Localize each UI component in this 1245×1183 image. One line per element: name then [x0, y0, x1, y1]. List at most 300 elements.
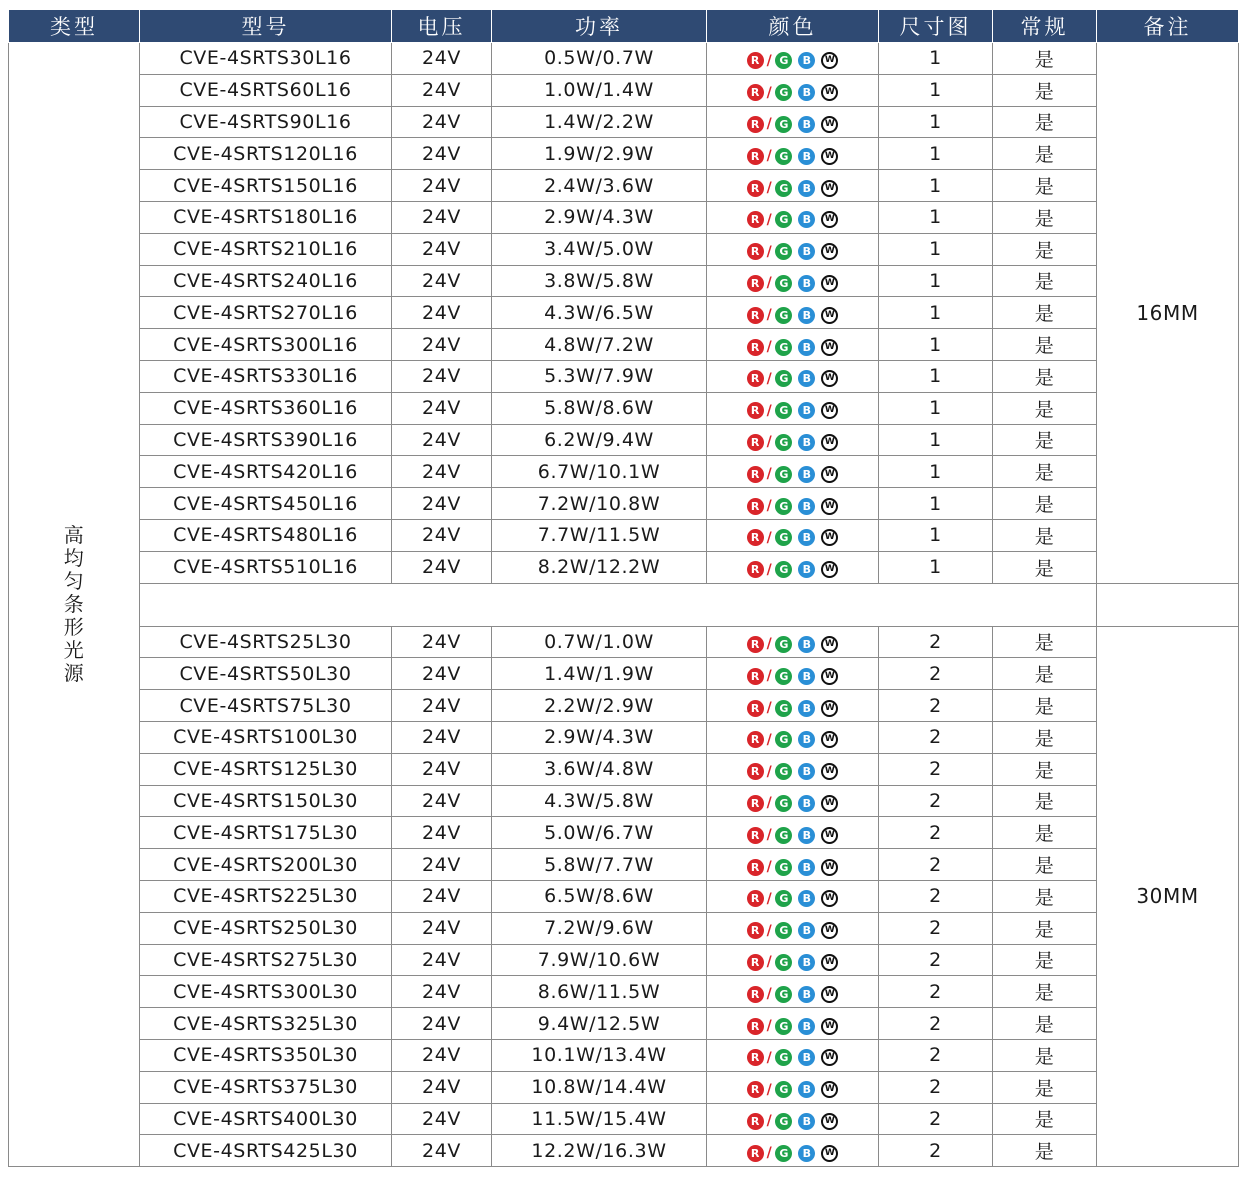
standard-cell: 是: [993, 456, 1097, 488]
drawing-cell: 1: [879, 392, 993, 424]
slash-separator: /: [766, 922, 773, 939]
red-r-icon: R: [747, 529, 764, 546]
blue-b-icon: B: [798, 859, 815, 876]
standard-cell: 是: [993, 1008, 1097, 1040]
color-badges: [747, 636, 839, 653]
drawing-cell: 1: [879, 106, 993, 138]
color-cell: [707, 551, 879, 583]
color-badges: [747, 890, 839, 907]
table-row: [9, 106, 1239, 138]
voltage-cell: 24V: [392, 43, 492, 75]
standard-cell: 是: [993, 106, 1097, 138]
standard-cell: 是: [993, 201, 1097, 233]
voltage-cell: 24V: [392, 201, 492, 233]
slash-separator: /: [766, 466, 773, 483]
white-w-icon: W: [821, 307, 838, 324]
blue-b-icon: B: [798, 795, 815, 812]
color-cell: [707, 265, 879, 297]
standard-cell: 是: [993, 424, 1097, 456]
blue-b-icon: B: [798, 1113, 815, 1130]
table-row: [9, 976, 1239, 1008]
standard-cell: 是: [993, 944, 1097, 976]
model-cell: CVE-4SRTS100L30: [140, 721, 392, 753]
color-cell: [707, 138, 879, 170]
model-cell: CVE-4SRTS25L30: [140, 626, 392, 658]
model-cell: CVE-4SRTS270L16: [140, 297, 392, 329]
blue-b-icon: B: [798, 1081, 815, 1098]
red-r-icon: R: [747, 561, 764, 578]
color-cell: [707, 690, 879, 722]
blue-b-icon: B: [798, 1049, 815, 1066]
color-badges: [747, 529, 839, 546]
green-g-icon: G: [775, 636, 792, 653]
color-cell: [707, 488, 879, 520]
slash-separator: /: [766, 211, 773, 228]
model-cell: CVE-4SRTS400L30: [140, 1103, 392, 1135]
table-row: [9, 658, 1239, 690]
drawing-cell: 2: [879, 1135, 993, 1167]
color-cell: [707, 424, 879, 456]
model-cell: CVE-4SRTS375L30: [140, 1071, 392, 1103]
standard-cell: 是: [993, 360, 1097, 392]
slash-separator: /: [766, 434, 773, 451]
white-w-icon: W: [821, 827, 838, 844]
voltage-cell: 24V: [392, 456, 492, 488]
red-r-icon: R: [747, 763, 764, 780]
power-cell: 12.2W/16.3W: [492, 1135, 707, 1167]
standard-cell: 是: [993, 392, 1097, 424]
color-badges: [747, 148, 839, 165]
power-cell: 3.6W/4.8W: [492, 753, 707, 785]
voltage-cell: 24V: [392, 912, 492, 944]
blue-b-icon: B: [798, 275, 815, 292]
voltage-cell: 24V: [392, 658, 492, 690]
color-cell: [707, 912, 879, 944]
red-r-icon: R: [747, 1113, 764, 1130]
green-g-icon: G: [775, 434, 792, 451]
voltage-cell: 24V: [392, 170, 492, 202]
drawing-cell: 1: [879, 265, 993, 297]
color-badges: [747, 763, 839, 780]
slash-separator: /: [766, 148, 773, 165]
green-g-icon: G: [775, 954, 792, 971]
white-w-icon: W: [821, 243, 838, 260]
drawing-cell: 2: [879, 944, 993, 976]
drawing-cell: 2: [879, 1039, 993, 1071]
red-r-icon: R: [747, 466, 764, 483]
header-row: [9, 10, 1239, 43]
drawing-cell: 2: [879, 658, 993, 690]
table-row: [9, 1135, 1239, 1167]
slash-separator: /: [766, 890, 773, 907]
red-r-icon: R: [747, 1145, 764, 1162]
note-cell: 16MM: [1097, 43, 1239, 584]
voltage-cell: 24V: [392, 519, 492, 551]
red-r-icon: R: [747, 731, 764, 748]
color-cell: [707, 976, 879, 1008]
blue-b-icon: B: [798, 52, 815, 69]
model-cell: CVE-4SRTS350L30: [140, 1039, 392, 1071]
header-standard: 常规: [993, 10, 1097, 43]
voltage-cell: 24V: [392, 329, 492, 361]
voltage-cell: 24V: [392, 690, 492, 722]
red-r-icon: R: [747, 211, 764, 228]
voltage-cell: 24V: [392, 233, 492, 265]
slash-separator: /: [766, 1145, 773, 1162]
blue-b-icon: B: [798, 307, 815, 324]
white-w-icon: W: [821, 275, 838, 292]
color-cell: [707, 392, 879, 424]
red-r-icon: R: [747, 180, 764, 197]
white-w-icon: W: [821, 954, 838, 971]
slash-separator: /: [766, 859, 773, 876]
drawing-cell: 1: [879, 329, 993, 361]
color-cell: [707, 1071, 879, 1103]
white-w-icon: W: [821, 1081, 838, 1098]
red-r-icon: R: [747, 636, 764, 653]
green-g-icon: G: [775, 700, 792, 717]
color-cell: [707, 849, 879, 881]
white-w-icon: W: [821, 52, 838, 69]
red-r-icon: R: [747, 986, 764, 1003]
color-cell: [707, 944, 879, 976]
table-row: [9, 753, 1239, 785]
standard-cell: 是: [993, 488, 1097, 520]
red-r-icon: R: [747, 402, 764, 419]
voltage-cell: 24V: [392, 1039, 492, 1071]
power-cell: 5.0W/6.7W: [492, 817, 707, 849]
header-color: 颜色: [707, 10, 879, 43]
drawing-cell: 1: [879, 297, 993, 329]
drawing-cell: 2: [879, 880, 993, 912]
slash-separator: /: [766, 498, 773, 515]
green-g-icon: G: [775, 52, 792, 69]
white-w-icon: W: [821, 370, 838, 387]
blue-b-icon: B: [798, 529, 815, 546]
white-w-icon: W: [821, 700, 838, 717]
standard-cell: 是: [993, 1039, 1097, 1071]
voltage-cell: 24V: [392, 626, 492, 658]
white-w-icon: W: [821, 339, 838, 356]
voltage-cell: 24V: [392, 817, 492, 849]
table-row: [9, 170, 1239, 202]
standard-cell: 是: [993, 817, 1097, 849]
white-w-icon: W: [821, 466, 838, 483]
model-cell: CVE-4SRTS275L30: [140, 944, 392, 976]
table-row: [9, 551, 1239, 583]
green-g-icon: G: [775, 1018, 792, 1035]
model-cell: CVE-4SRTS120L16: [140, 138, 392, 170]
power-cell: 1.4W/1.9W: [492, 658, 707, 690]
color-badges: [747, 339, 839, 356]
blue-b-icon: B: [798, 763, 815, 780]
blue-b-icon: B: [798, 636, 815, 653]
color-cell: [707, 170, 879, 202]
standard-cell: 是: [993, 551, 1097, 583]
color-cell: [707, 1135, 879, 1167]
drawing-cell: 2: [879, 753, 993, 785]
blue-b-icon: B: [798, 84, 815, 101]
drawing-cell: 1: [879, 138, 993, 170]
standard-cell: 是: [993, 849, 1097, 881]
header-drawing: 尺寸图: [879, 10, 993, 43]
white-w-icon: W: [821, 529, 838, 546]
model-cell: CVE-4SRTS75L30: [140, 690, 392, 722]
model-cell: CVE-4SRTS150L30: [140, 785, 392, 817]
table-row: [9, 912, 1239, 944]
slash-separator: /: [766, 1018, 773, 1034]
table-row: [9, 944, 1239, 976]
red-r-icon: R: [747, 668, 764, 685]
green-g-icon: G: [775, 243, 792, 260]
voltage-cell: 24V: [392, 880, 492, 912]
power-cell: 2.4W/3.6W: [492, 170, 707, 202]
standard-cell: 是: [993, 976, 1097, 1008]
slash-separator: /: [766, 370, 773, 387]
drawing-cell: 2: [879, 849, 993, 881]
type-cell: [9, 43, 140, 1167]
white-w-icon: W: [821, 1049, 838, 1066]
standard-cell: 是: [993, 43, 1097, 75]
voltage-cell: 24V: [392, 297, 492, 329]
drawing-cell: 1: [879, 424, 993, 456]
standard-cell: 是: [993, 74, 1097, 106]
color-cell: [707, 1039, 879, 1071]
slash-separator: /: [766, 1049, 773, 1066]
slash-separator: /: [766, 52, 773, 69]
table-row: [9, 392, 1239, 424]
white-w-icon: W: [821, 211, 838, 228]
blue-b-icon: B: [798, 890, 815, 907]
color-badges: [747, 859, 839, 876]
color-badges: [747, 1081, 839, 1098]
green-g-icon: G: [775, 148, 792, 165]
green-g-icon: G: [775, 1113, 792, 1130]
model-cell: CVE-4SRTS210L16: [140, 233, 392, 265]
red-r-icon: R: [747, 243, 764, 260]
power-cell: 5.8W/7.7W: [492, 849, 707, 881]
red-r-icon: R: [747, 859, 764, 876]
slash-separator: /: [766, 668, 773, 685]
power-cell: 9.4W/12.5W: [492, 1008, 707, 1040]
drawing-cell: 2: [879, 912, 993, 944]
color-cell: [707, 233, 879, 265]
green-g-icon: G: [775, 180, 792, 197]
standard-cell: 是: [993, 753, 1097, 785]
blue-b-icon: B: [798, 339, 815, 356]
standard-cell: 是: [993, 1103, 1097, 1135]
table-row: [9, 849, 1239, 881]
voltage-cell: 24V: [392, 785, 492, 817]
red-r-icon: R: [747, 370, 764, 387]
color-badges: [747, 307, 839, 324]
standard-cell: 是: [993, 912, 1097, 944]
color-badges: [747, 1049, 839, 1066]
power-cell: 11.5W/15.4W: [492, 1103, 707, 1135]
power-cell: 4.8W/7.2W: [492, 329, 707, 361]
color-badges: [747, 243, 839, 260]
table-row: [9, 626, 1239, 658]
table-row: [9, 1071, 1239, 1103]
power-cell: 10.8W/14.4W: [492, 1071, 707, 1103]
header-note: 备注: [1097, 10, 1239, 43]
standard-cell: 是: [993, 690, 1097, 722]
table-row: [9, 138, 1239, 170]
blue-b-icon: B: [798, 1145, 815, 1162]
table-row: [9, 233, 1239, 265]
standard-cell: 是: [993, 1071, 1097, 1103]
power-cell: 2.2W/2.9W: [492, 690, 707, 722]
blue-b-icon: B: [798, 116, 815, 133]
table-row: [9, 690, 1239, 722]
color-cell: [707, 753, 879, 785]
model-cell: CVE-4SRTS330L16: [140, 360, 392, 392]
voltage-cell: 24V: [392, 360, 492, 392]
green-g-icon: G: [775, 986, 792, 1003]
drawing-cell: 2: [879, 817, 993, 849]
drawing-cell: 2: [879, 785, 993, 817]
color-badges: [747, 827, 839, 844]
white-w-icon: W: [821, 434, 838, 451]
power-cell: 6.7W/10.1W: [492, 456, 707, 488]
voltage-cell: 24V: [392, 849, 492, 881]
power-cell: 0.5W/0.7W: [492, 43, 707, 75]
voltage-cell: 24V: [392, 424, 492, 456]
color-badges: [747, 1145, 839, 1162]
voltage-cell: 24V: [392, 265, 492, 297]
power-cell: 6.5W/8.6W: [492, 880, 707, 912]
power-cell: 3.8W/5.8W: [492, 265, 707, 297]
voltage-cell: 24V: [392, 976, 492, 1008]
green-g-icon: G: [775, 498, 792, 515]
model-cell: CVE-4SRTS125L30: [140, 753, 392, 785]
red-r-icon: R: [747, 116, 764, 133]
white-w-icon: W: [821, 636, 838, 653]
color-cell: [707, 626, 879, 658]
voltage-cell: 24V: [392, 74, 492, 106]
table-row: [9, 329, 1239, 361]
drawing-cell: 2: [879, 1008, 993, 1040]
standard-cell: 是: [993, 519, 1097, 551]
table-row: [9, 360, 1239, 392]
model-cell: CVE-4SRTS225L30: [140, 880, 392, 912]
drawing-cell: 1: [879, 233, 993, 265]
voltage-cell: 24V: [392, 721, 492, 753]
power-cell: 0.7W/1.0W: [492, 626, 707, 658]
power-cell: 7.2W/9.6W: [492, 912, 707, 944]
drawing-cell: 2: [879, 1103, 993, 1135]
model-cell: CVE-4SRTS390L16: [140, 424, 392, 456]
model-cell: CVE-4SRTS60L16: [140, 74, 392, 106]
green-g-icon: G: [775, 529, 792, 546]
model-cell: CVE-4SRTS420L16: [140, 456, 392, 488]
model-cell: CVE-4SRTS150L16: [140, 170, 392, 202]
model-cell: CVE-4SRTS50L30: [140, 658, 392, 690]
power-cell: 8.2W/12.2W: [492, 551, 707, 583]
table-row: [9, 721, 1239, 753]
power-cell: 7.7W/11.5W: [492, 519, 707, 551]
blue-b-icon: B: [798, 243, 815, 260]
red-r-icon: R: [747, 84, 764, 101]
red-r-icon: R: [747, 434, 764, 451]
model-cell: CVE-4SRTS180L16: [140, 201, 392, 233]
slash-separator: /: [766, 1113, 773, 1130]
slash-separator: /: [766, 275, 773, 292]
green-g-icon: G: [775, 339, 792, 356]
voltage-cell: 24V: [392, 1103, 492, 1135]
slash-separator: /: [766, 986, 773, 1003]
power-cell: 2.9W/4.3W: [492, 721, 707, 753]
table-row: [9, 201, 1239, 233]
green-g-icon: G: [775, 84, 792, 101]
blue-b-icon: B: [798, 731, 815, 748]
red-r-icon: R: [747, 795, 764, 812]
color-badges: [747, 922, 839, 939]
power-cell: 8.6W/11.5W: [492, 976, 707, 1008]
model-cell: CVE-4SRTS200L30: [140, 849, 392, 881]
color-badges: [747, 954, 839, 971]
color-badges: [747, 370, 839, 387]
white-w-icon: W: [821, 795, 838, 812]
slash-separator: /: [766, 529, 773, 546]
power-cell: 5.3W/7.9W: [492, 360, 707, 392]
table-row: [9, 1039, 1239, 1071]
model-cell: CVE-4SRTS30L16: [140, 43, 392, 75]
green-g-icon: G: [775, 827, 792, 844]
standard-cell: 是: [993, 233, 1097, 265]
green-g-icon: G: [775, 370, 792, 387]
power-cell: 2.9W/4.3W: [492, 201, 707, 233]
white-w-icon: W: [821, 498, 838, 515]
blue-b-icon: B: [798, 700, 815, 717]
green-g-icon: G: [775, 731, 792, 748]
separator-note-cell: [1097, 583, 1239, 626]
table-row: [9, 785, 1239, 817]
voltage-cell: 24V: [392, 106, 492, 138]
product-spec-table: [8, 9, 1239, 1167]
color-cell: [707, 721, 879, 753]
drawing-cell: 2: [879, 976, 993, 1008]
table-row: [9, 488, 1239, 520]
standard-cell: 是: [993, 721, 1097, 753]
color-badges: [747, 434, 839, 451]
white-w-icon: W: [821, 84, 838, 101]
drawing-cell: 1: [879, 456, 993, 488]
green-g-icon: G: [775, 466, 792, 483]
slash-separator: /: [766, 307, 773, 324]
table-row: [9, 817, 1239, 849]
green-g-icon: G: [775, 859, 792, 876]
color-cell: [707, 329, 879, 361]
color-badges: [747, 668, 839, 685]
color-badges: [747, 275, 839, 292]
blue-b-icon: B: [798, 668, 815, 685]
table-row: [9, 1103, 1239, 1135]
table-row: [9, 74, 1239, 106]
drawing-cell: 2: [879, 626, 993, 658]
white-w-icon: W: [821, 890, 838, 907]
slash-separator: /: [766, 1081, 773, 1098]
header-voltage: 电压: [392, 10, 492, 43]
color-cell: [707, 456, 879, 488]
color-badges: [747, 561, 839, 578]
drawing-cell: 1: [879, 43, 993, 75]
color-badges: [747, 498, 839, 515]
drawing-cell: 1: [879, 488, 993, 520]
blue-b-icon: B: [798, 986, 815, 1003]
white-w-icon: W: [821, 1018, 838, 1035]
green-g-icon: G: [775, 1081, 792, 1098]
